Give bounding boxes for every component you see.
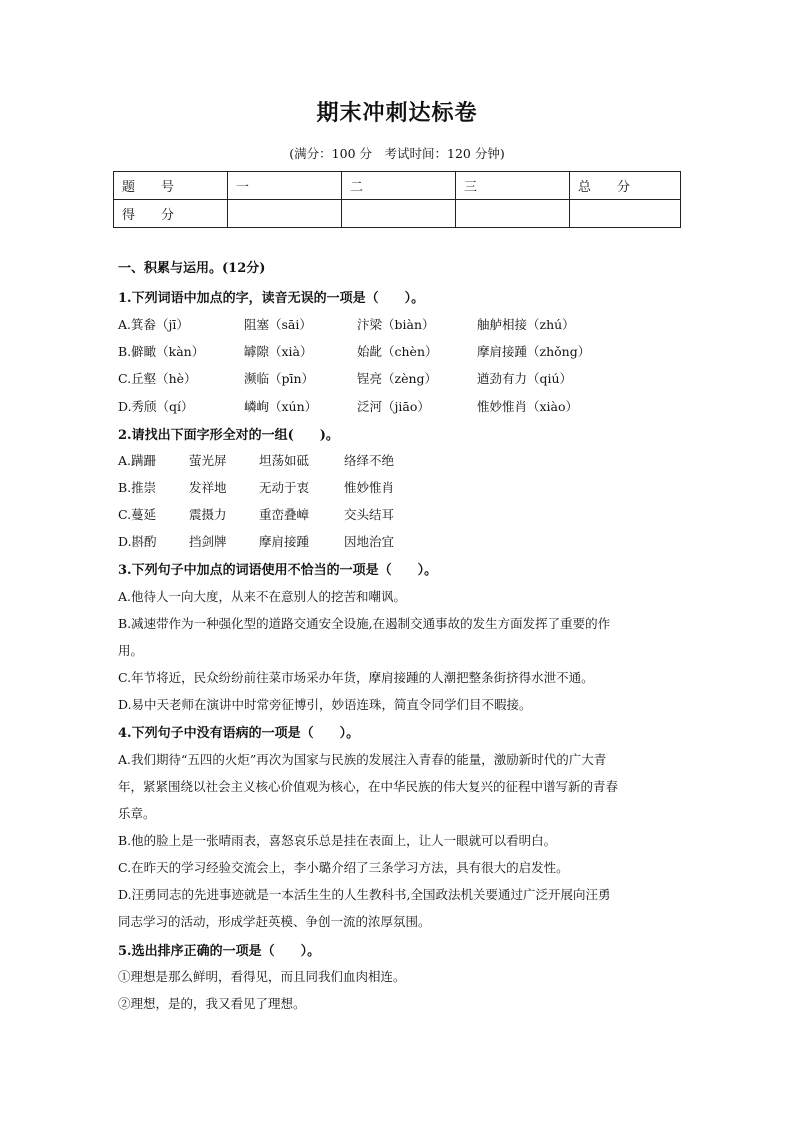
option-cell: 遒劲有力（qiú） bbox=[477, 371, 573, 386]
option-cell: A.箕畚（jī） bbox=[118, 317, 189, 332]
table-row bbox=[114, 200, 681, 228]
option-cell: 汴梁（biàn） bbox=[357, 317, 435, 332]
table-cell: 总 分 bbox=[570, 172, 681, 200]
option-cell: 阻塞（sāi） bbox=[244, 317, 312, 332]
option-cell: 始龀（chèn） bbox=[357, 344, 438, 359]
question-stem: 1.下列词语中加点的字，读音无误的一项是（ ）。 bbox=[118, 291, 425, 306]
option-cell: C.蔓延 bbox=[118, 507, 157, 522]
option-line: 同志学习的活动，形成学赶英模、争创一流的浓厚氛围。 bbox=[118, 914, 431, 929]
question-stem: 5.选出排序正确的一项是（ ）。 bbox=[118, 944, 321, 959]
option-line: ②理想，是的，我又看见了理想。 bbox=[118, 996, 306, 1011]
option-cell: 惟妙惟肖 bbox=[344, 480, 395, 495]
option-line: 用。 bbox=[118, 643, 144, 658]
table-cell: 题 号 bbox=[114, 172, 228, 200]
option-cell: 泛河（jiāo） bbox=[357, 399, 430, 414]
option-cell: 发祥地 bbox=[189, 480, 227, 495]
score-input-cell[interactable] bbox=[228, 200, 342, 228]
option-cell: 重峦叠嶂 bbox=[259, 507, 310, 522]
option-line: D.汪勇同志的先进事迹就是一本活生生的人生教科书,全国政法机关要通过广泛开展向汪勇 bbox=[118, 887, 611, 902]
option-cell: 挡剑牌 bbox=[189, 534, 227, 549]
option-cell: 摩肩接踵（zhǒng） bbox=[477, 344, 591, 359]
table-cell: 三 bbox=[456, 172, 570, 200]
score-table bbox=[113, 171, 681, 228]
score-input-cell[interactable] bbox=[456, 200, 570, 228]
option-line: B.他的脸上是一张晴雨表，喜怒哀乐总是挂在表面上，让人一眼就可以看明白。 bbox=[118, 833, 557, 848]
score-input-cell[interactable] bbox=[342, 200, 456, 228]
option-line: A.他待人一向大度，从来不在意别人的挖苦和嘲讽。 bbox=[118, 589, 407, 604]
option-cell: 萤光屏 bbox=[189, 453, 227, 468]
option-cell: A.蹒跚 bbox=[118, 453, 157, 468]
option-cell: 嶙峋（xún） bbox=[244, 399, 318, 414]
option-cell: C.丘壑（hè） bbox=[118, 371, 197, 386]
option-line: ①理想是那么鲜明，看得见，而且同我们血肉相连。 bbox=[118, 969, 406, 984]
option-cell: 无动于衷 bbox=[259, 480, 310, 495]
exam-info: (满分：100 分 考试时间：120 分钟) bbox=[289, 146, 505, 161]
option-cell: 惟妙惟肖（xiào） bbox=[477, 399, 579, 414]
option-line: C.年节将近，民众纷纷前往菜市场采办年货，摩肩接踵的人潮把整条街挤得水泄不通。 bbox=[118, 670, 594, 685]
option-cell: 锃亮（zèng） bbox=[357, 371, 438, 386]
option-cell: 濒临（pīn） bbox=[244, 371, 315, 386]
option-cell: 舳舻相接（zhú） bbox=[477, 317, 575, 332]
option-cell: 因地治宜 bbox=[344, 534, 395, 549]
option-cell: B.推崇 bbox=[118, 480, 157, 495]
option-cell: D.秀颀（qí） bbox=[118, 399, 194, 414]
table-cell: 一 bbox=[228, 172, 342, 200]
option-line: C.在昨天的学习经验交流会上，李小璐介绍了三条学习方法，具有很大的启发性。 bbox=[118, 860, 569, 875]
option-line: A.我们期待“五四的火炬”再次为国家与民族的发展注入青春的能量，激励新时代的广大青 bbox=[118, 752, 607, 767]
option-line: 乐章。 bbox=[118, 806, 156, 821]
option-line: D.易中天老师在演讲中时常旁征博引，妙语连珠，简直令同学们目不暇接。 bbox=[118, 697, 532, 712]
option-cell: 震摄力 bbox=[189, 507, 227, 522]
page-title: 期末冲刺达标卷 bbox=[316, 100, 478, 126]
option-cell: 交头结耳 bbox=[344, 507, 395, 522]
option-line: 年，紧紧围绕以社会主义核心价值观为核心，在中华民族的伟大复兴的征程中谱写新的青春 bbox=[118, 779, 619, 794]
option-cell: 摩肩接踵 bbox=[259, 534, 310, 549]
table-cell: 得 分 bbox=[114, 200, 228, 228]
table-cell: 二 bbox=[342, 172, 456, 200]
option-cell: D.斟酌 bbox=[118, 534, 157, 549]
option-cell: 罅隙（xià） bbox=[244, 344, 313, 359]
option-cell: 络绎不绝 bbox=[344, 453, 395, 468]
question-stem: 4.下列句子中没有语病的一项是（ ）。 bbox=[118, 726, 360, 741]
option-cell: 坦荡如砥 bbox=[259, 453, 310, 468]
score-input-cell[interactable] bbox=[570, 200, 681, 228]
question-stem: 3.下列句子中加点的词语使用不恰当的一项是（ ）。 bbox=[118, 563, 438, 578]
section-heading: 一、积累与运用。(12分) bbox=[118, 261, 266, 276]
option-line: B.减速带作为一种强化型的道路交通安全设施,在遏制交通事故的发生方面发挥了重要的作 bbox=[118, 616, 611, 631]
table-row bbox=[114, 172, 681, 200]
option-cell: B.僻瞰（kàn） bbox=[118, 344, 205, 359]
question-stem: 2.请找出下面字形全对的一组( )。 bbox=[118, 428, 339, 443]
